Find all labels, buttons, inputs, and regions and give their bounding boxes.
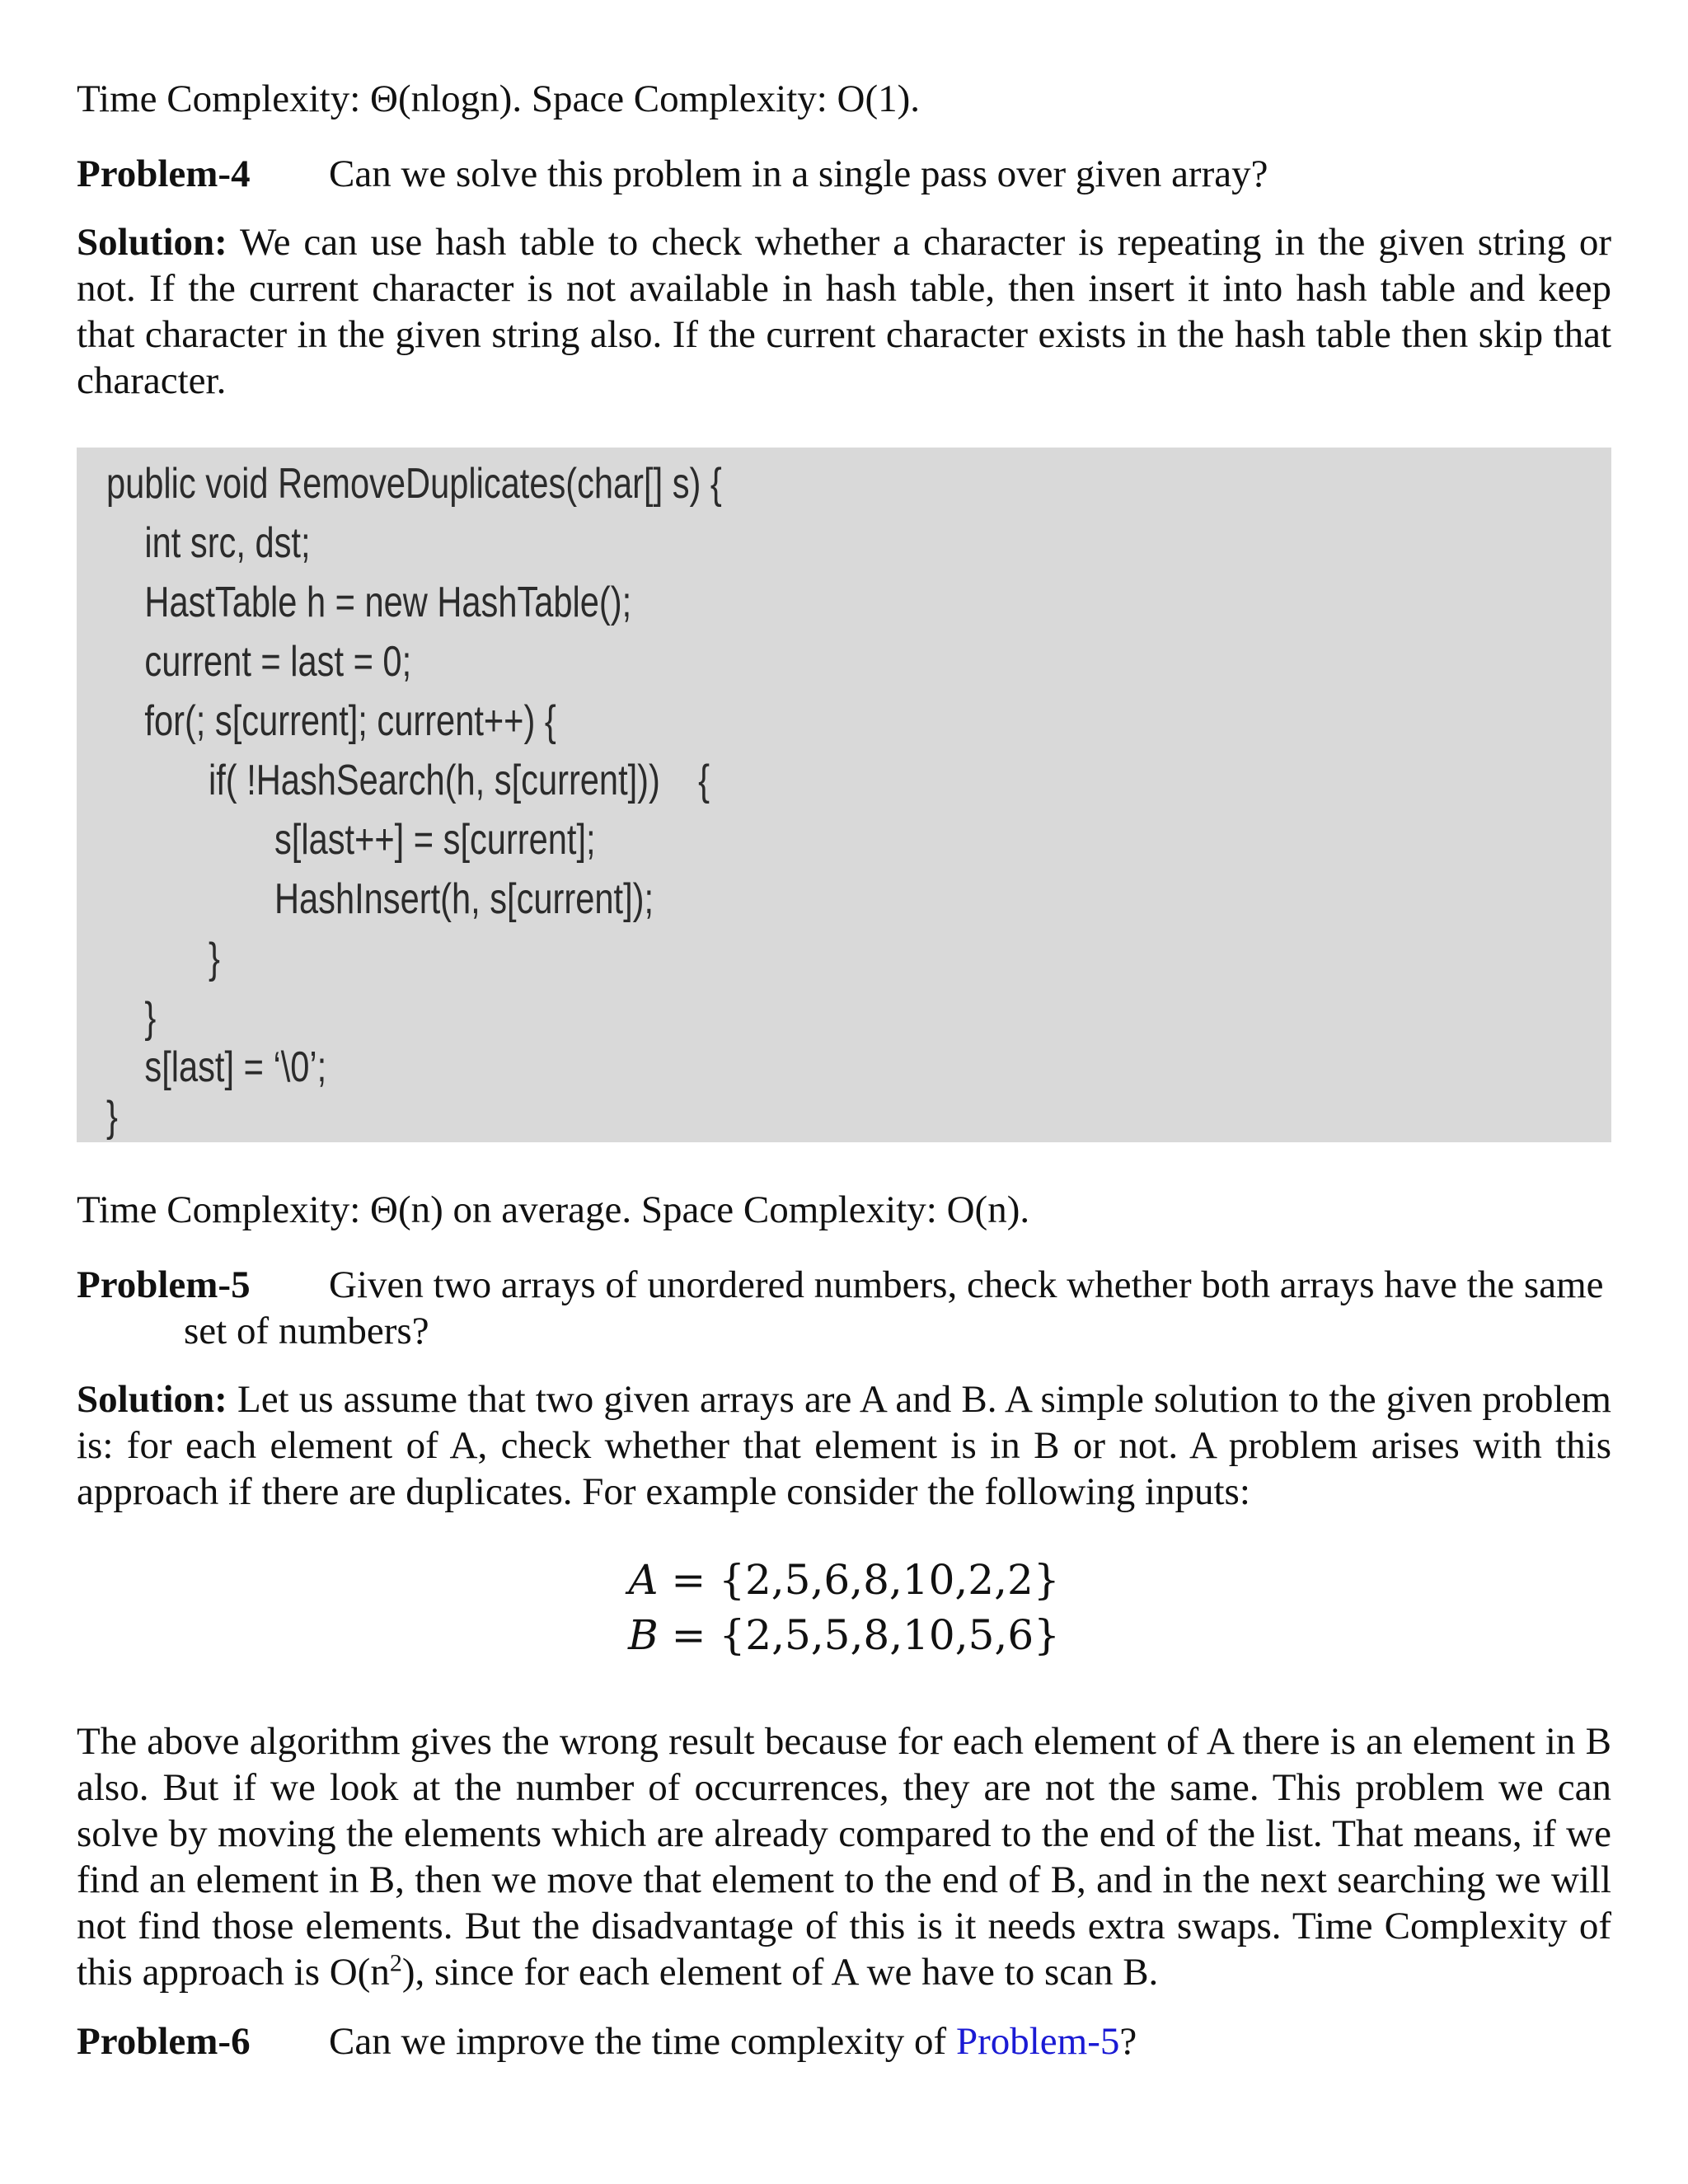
math-set-a <box>77 1554 1611 1606</box>
exponent: 2 <box>389 1949 402 1977</box>
problem-4 <box>77 151 1611 197</box>
problem-5-text: Given two arrays of unordered numbers, check whether both arrays have the same <box>329 1263 1604 1306</box>
solution-4-label: Solution: <box>77 221 227 264</box>
explanation-text: The above algorithm gives the wrong result because for each element of A there is an element in B also. But if we look at the number of occurrences, they are not the same. This problem we can solve by moving the elements which are already compared to the end of the list. That means, if we find an element in B, then we move that element to the end of B, and in the next searching we will not find those elements. But the disadvantage of this is it needs extra swaps. Time Complexity of this approach is O(n <box>77 1720 1611 1994</box>
code-line: HashInsert(h, s[current]); <box>274 875 654 923</box>
code-line: } <box>144 994 157 1042</box>
code-line: public void RemoveDuplicates(char[] s) { <box>106 460 722 508</box>
math-set-b <box>77 1609 1611 1661</box>
math-val-b: = {2,5,5,8,10,5,6} <box>658 1611 1060 1659</box>
math-val-a: = {2,5,6,8,10,2,2} <box>658 1556 1060 1604</box>
math-var-b: B <box>628 1611 659 1659</box>
solution-4-text: We can use hash table to check whether a character is repeating in the given string or not. If the current character is not available in hash table, then insert it into hash table and keep that character in the given string also. If the current character exists in the hash table then skip that character. <box>77 221 1611 402</box>
problem-5 <box>77 1262 1611 1308</box>
problem-5-text-continued: set of numbers? <box>184 1310 429 1352</box>
problem-5-link[interactable]: Problem-5 <box>955 2020 1120 2063</box>
problem-6 <box>77 2018 1611 2064</box>
problem-4-text: Can we solve this problem in a single pass over given array? <box>329 152 1268 195</box>
math-var-a: A <box>628 1556 659 1604</box>
time-complexity-line-2: Time Complexity: Θ(n) on average. Space Complexity: O(n). <box>77 1188 1030 1231</box>
problem-5-label: Problem-5 <box>77 1263 251 1306</box>
solution-5 <box>77 1376 1611 1515</box>
code-line: if( !HashSearch(h, s[current])) { <box>209 757 710 804</box>
problem-6-text: Can we improve the time complexity of <box>329 2020 956 2063</box>
code-line: s[last++] = s[current]; <box>274 816 596 864</box>
code-line: current = last = 0; <box>144 638 412 686</box>
solution-5-label: Solution: <box>77 1378 227 1421</box>
code-line: } <box>209 935 220 982</box>
problem-6-label: Problem-6 <box>77 2020 251 2063</box>
problem-6-end: ? <box>1119 2020 1137 2063</box>
solution-5-text: Let us assume that two given arrays are A and B. A simple solution to the given problem is: for each element of A, check whether that element is in B or not. A problem arises with this approach if there are duplicates. For example consider the following inputs: <box>77 1378 1611 1513</box>
explanation-paragraph <box>77 1718 1611 1995</box>
code-line: int src, dst; <box>144 519 311 567</box>
code-line: s[last] = ‘\0’; <box>144 1043 327 1091</box>
explanation-text-end: ), since for each element of A we have to scan B. <box>401 1951 1159 1994</box>
solution-4 <box>77 219 1611 404</box>
code-line: for(; s[current]; current++) { <box>144 697 556 745</box>
code-line: } <box>106 1093 118 1141</box>
time-complexity-line-1: Time Complexity: Θ(nlogn). Space Complexity: O(1). <box>77 77 921 120</box>
code-line: HastTable h = new HashTable(); <box>144 579 632 626</box>
problem-4-label: Problem-4 <box>77 152 251 195</box>
code-block <box>77 448 1611 1142</box>
